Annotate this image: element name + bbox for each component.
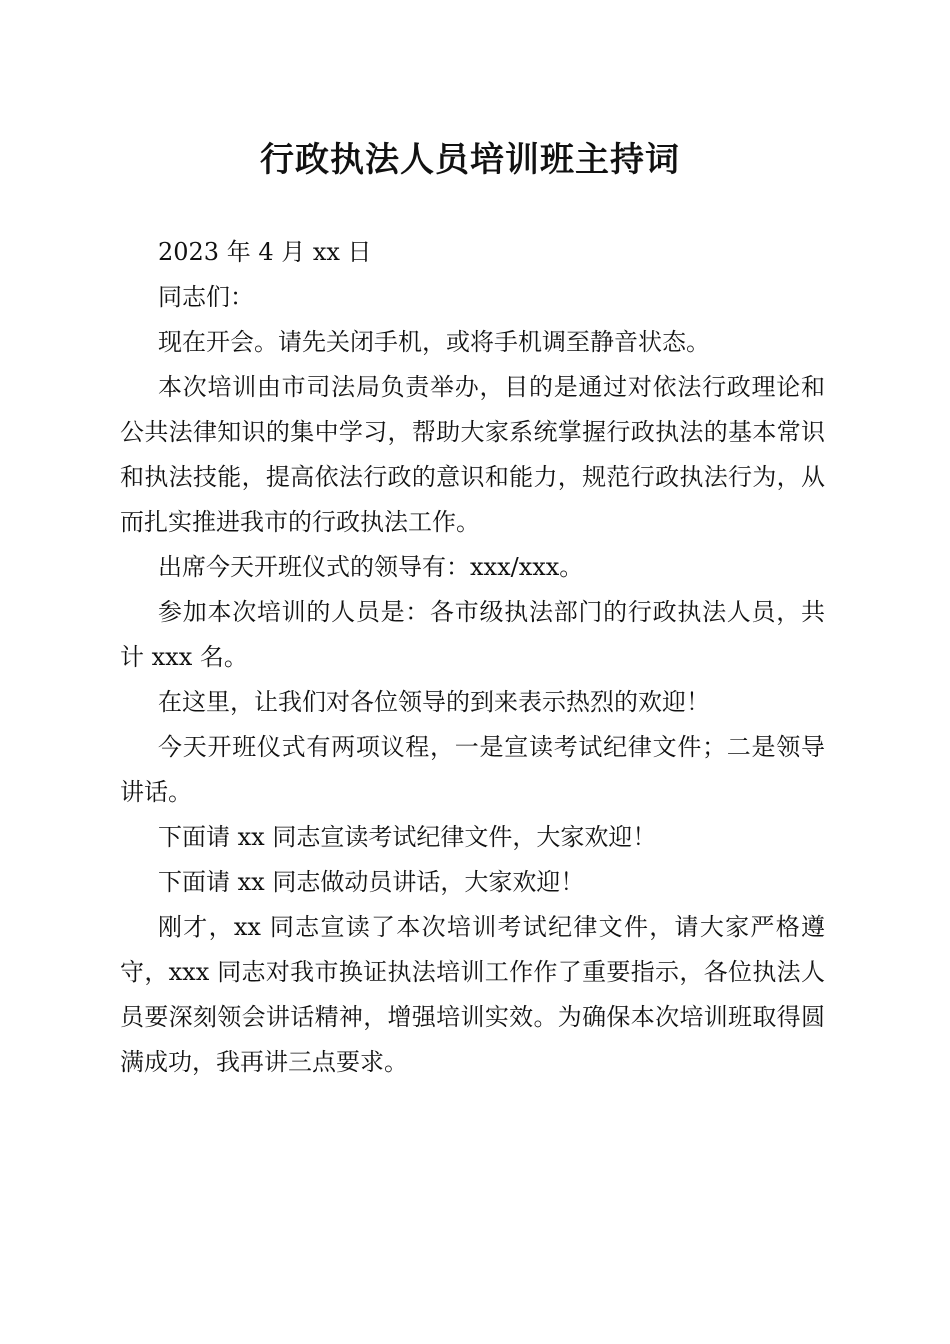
document-body	[120, 230, 825, 1085]
date-line: 2023 年 4 月 xx 日	[158, 238, 372, 266]
paragraph-summary: 刚才，xx 同志宣读了本次培训考试纪律文件，请大家严格遵守，xxx 同志对我市换证执法培训工作作了重要指示，各位执法人员要深刻领会讲话精神，增强培训实效。为确保本次培训班取得圆满成功，我再讲三点要求。	[120, 913, 825, 1076]
paragraph-purpose: 本次培训由市司法局负责举办，目的是通过对依法行政理论和公共法律知识的集中学习，帮助大家系统掌握行政执法的基本常识和执法技能，提高依法行政的意识和能力，规范行政执法行为，从而扎实推进我市的行政执法工作。	[120, 373, 825, 536]
document-title: 行政执法人员培训班主持词	[260, 140, 680, 180]
paragraph-welcome: 在这里，让我们对各位领导的到来表示热烈的欢迎！	[158, 688, 710, 716]
paragraph-reading: 下面请 xx 同志宣读考试纪律文件，大家欢迎！	[158, 823, 657, 851]
paragraph-leaders: 出席今天开班仪式的领导有：xxx/xxx。	[158, 553, 584, 581]
paragraph-agenda: 今天开班仪式有两项议程，一是宣读考试纪律文件；二是领导讲话。	[120, 733, 825, 806]
paragraph-opening: 现在开会。请先关闭手机，或将手机调至静音状态。	[158, 328, 710, 356]
paragraph-speech: 下面请 xx 同志做动员讲话，大家欢迎！	[158, 868, 585, 896]
paragraph-salutation: 同志们：	[158, 283, 254, 311]
paragraph-attendees: 参加本次培训的人员是：各市级执法部门的行政执法人员，共计 xxx 名。	[120, 598, 825, 671]
